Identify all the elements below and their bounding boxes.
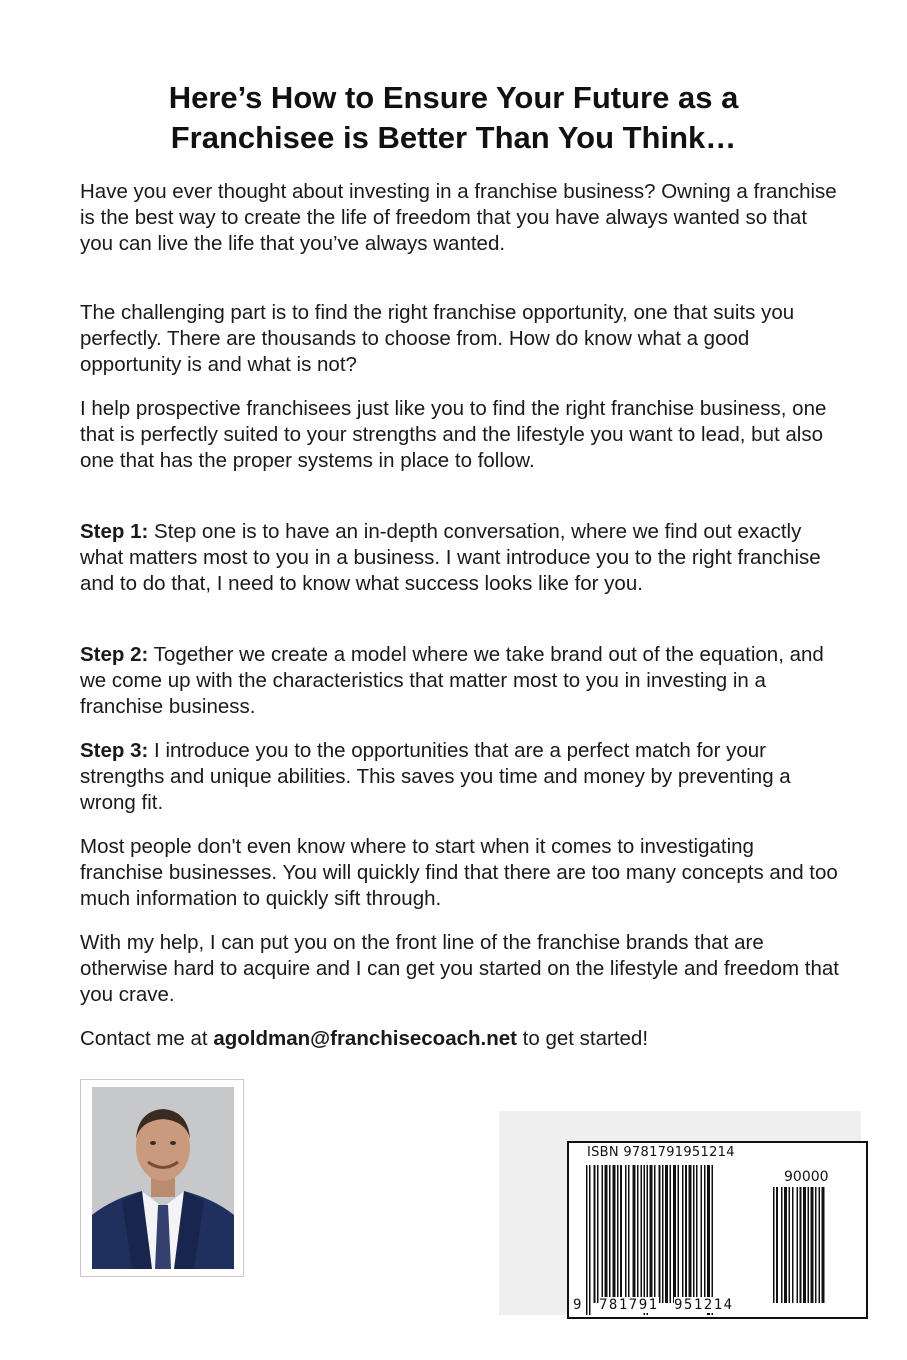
barcode-bar — [701, 1165, 703, 1303]
barcode-bar — [704, 1165, 706, 1303]
barcode-bar — [773, 1187, 775, 1303]
author-photo-frame — [80, 1079, 244, 1277]
barcode-bar — [625, 1165, 627, 1303]
barcode-bar — [597, 1165, 599, 1303]
contact-email: agoldman@franchisecoach.net — [213, 1027, 517, 1050]
barcode-bar — [712, 1165, 714, 1315]
step-2-text: Together we create a model where we take brand out of the equation, and we come up with the characteristics that matter most to you in investing in a franchise business. — [80, 643, 824, 718]
page-heading — [0, 78, 907, 158]
barcode-bar — [605, 1165, 608, 1303]
barcode-bar — [776, 1187, 778, 1303]
barcode-bar — [641, 1165, 643, 1303]
barcode-bar — [659, 1165, 661, 1303]
barcode-bar — [822, 1187, 825, 1303]
contact-line — [80, 1026, 840, 1052]
step-1-label: Step 1: — [80, 520, 149, 543]
barcode-bar — [633, 1165, 636, 1303]
barcode-bar — [815, 1187, 817, 1303]
barcode-bar — [654, 1165, 656, 1303]
barcode-bar — [628, 1165, 630, 1303]
barcode-bar — [800, 1187, 802, 1303]
barcode-bar — [647, 1165, 649, 1315]
barcode-bar — [673, 1165, 676, 1303]
paragraph-with-help: With my help, I can put you on the front line of the franchise brands that are otherwise hard to acquire and I can get you started on the lifestyle and freedom that you crave. — [80, 931, 839, 1006]
paragraph-help: I help prospective franchisees just like you to find the right franchise business, one that is perfectly suited to your strengths and the lifestyle you want to lead, but also one that has the proper systems in place to follow. — [80, 397, 827, 472]
paragraph-challenge: The challenging part is to find the right franchise opportunity, one that suits you perfectly. There are thousands to choose from. How do know what a good opportunity is and what is not? — [80, 301, 795, 376]
paragraph-step-3 — [80, 738, 840, 816]
barcode-bar — [620, 1165, 622, 1303]
barcode-bar — [589, 1165, 591, 1315]
barcode-bar — [678, 1165, 680, 1303]
barcode-bar — [682, 1165, 684, 1303]
barcode-main-bars — [586, 1165, 756, 1315]
barcode-bar — [644, 1165, 646, 1315]
price-code: 90000 — [784, 1169, 829, 1185]
barcode-bar — [707, 1165, 710, 1315]
paragraph-step-2 — [80, 642, 840, 720]
barcode-bar — [784, 1187, 787, 1303]
barcode-bar — [650, 1165, 653, 1303]
barcode-bar — [811, 1187, 814, 1303]
barcode-bar — [613, 1165, 616, 1303]
barcode-bar — [803, 1187, 806, 1303]
barcode-addon-bars — [773, 1187, 849, 1315]
isbn-label: ISBN 9781791951214 — [587, 1145, 735, 1160]
step-2-label: Step 2: — [80, 643, 149, 666]
barcode-bar — [693, 1165, 695, 1303]
paragraph-step-1 — [80, 519, 840, 597]
step-3-label: Step 3: — [80, 739, 149, 762]
barcode-bar — [662, 1165, 664, 1303]
author-photo — [92, 1087, 234, 1269]
barcode-bar — [617, 1165, 619, 1303]
paragraph-most-people: Most people don't even know where to start when it comes to investigating franchise businesses. You will quickly find that there are too many concepts and too much information to quickly sift through. — [80, 835, 838, 910]
barcode-bar — [602, 1165, 604, 1303]
barcode-bar — [789, 1187, 791, 1303]
barcode-bar — [689, 1165, 692, 1303]
barcode-digit-first: 9 — [573, 1297, 582, 1313]
barcode-digit-group-2: 951214 — [674, 1297, 734, 1313]
isbn-barcode — [567, 1141, 868, 1319]
barcode-bar — [594, 1165, 596, 1303]
barcode-bar — [586, 1165, 588, 1315]
barcode-bar — [792, 1187, 794, 1303]
step-1-text: Step one is to have an in-depth conversation, where we find out exactly what matters most to you in a business. I want introduce you to the right franchise and to do that, I need to know what success looks like for you. — [80, 520, 821, 595]
barcode-bar — [609, 1165, 611, 1303]
barcode-bar — [696, 1165, 698, 1303]
step-3-text: I introduce you to the opportunities that are a perfect match for your strengths and unique abilities. This saves you time and money by preventing a wrong fit. — [80, 739, 791, 814]
barcode-bar — [637, 1165, 639, 1303]
author-portrait-illustration — [92, 1087, 234, 1269]
barcode-bar — [685, 1165, 687, 1303]
contact-suffix: to get started! — [516, 1027, 649, 1050]
contact-prefix: Contact me at — [80, 1027, 214, 1050]
paragraph-intro: Have you ever thought about investing in a franchise business? Owning a franchise is the best way to create the life of freedom that you have always wanted so that you can live the life that you’ve always wanted. — [80, 180, 837, 255]
heading-line-2: Franchisee is Better Than You Think… — [170, 120, 737, 155]
heading-line-1: Here’s How to Ensure Your Future as a — [168, 80, 739, 115]
barcode-bar — [781, 1187, 783, 1303]
barcode-bar — [665, 1165, 668, 1303]
barcode-bar — [808, 1187, 810, 1303]
barcode-bar — [797, 1187, 799, 1303]
barcode-bar — [819, 1187, 821, 1303]
barcode-bar — [670, 1165, 672, 1303]
barcode-digit-group-1: 781791 — [599, 1297, 659, 1313]
